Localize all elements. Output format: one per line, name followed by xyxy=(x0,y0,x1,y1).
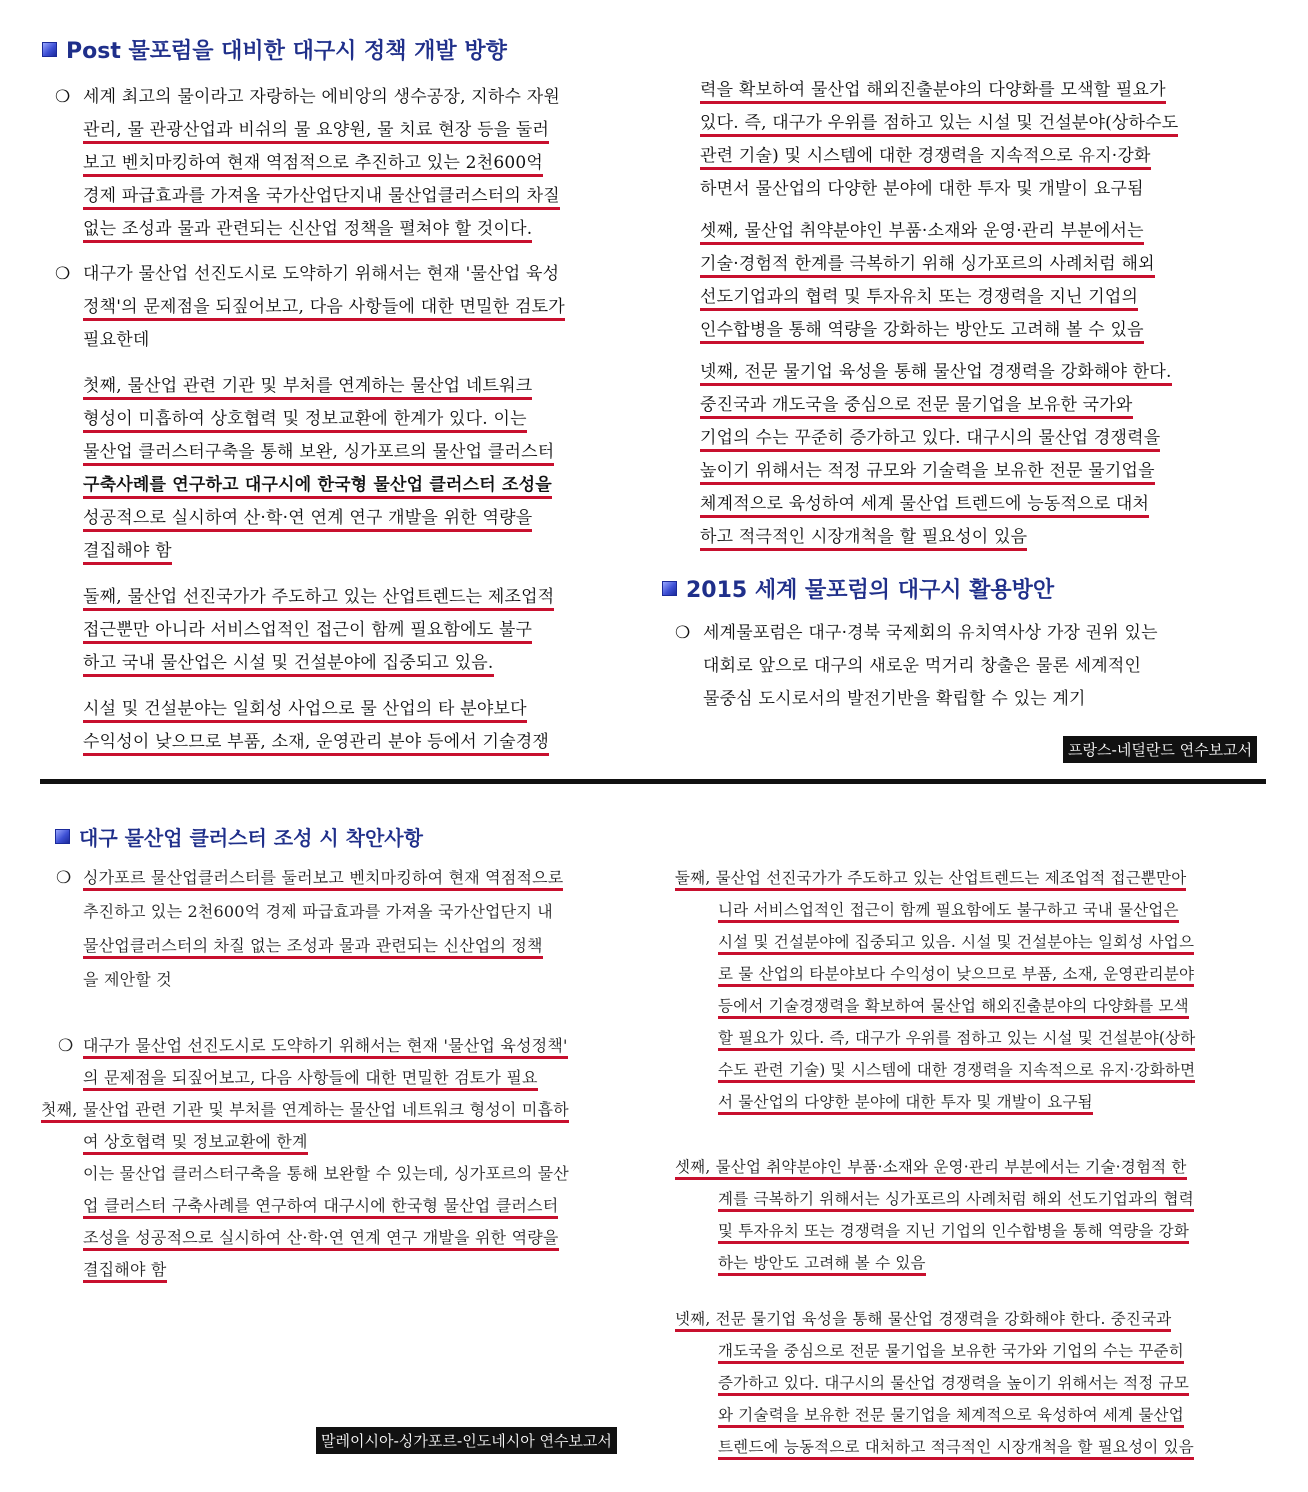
text-line: 조성을 성공적으로 실시하여 산·학·연 연계 연구 개발을 위한 역량을 xyxy=(83,1222,559,1254)
text-line: 와 기술력을 보유한 전문 물기업을 체계적으로 육성하여 세계 물산업 xyxy=(718,1399,1184,1431)
heading-text: 대구 물산업 클러스터 조성 시 착안사항 xyxy=(79,826,423,850)
report-label-france-netherlands: 프랑스-네덜란드 연수보고서 xyxy=(1063,736,1257,763)
text-line: 기업의 수는 꾸준히 증가하고 있다. 대구시의 물산업 경쟁력을 xyxy=(700,422,1160,454)
text-line: 하면서 물산업의 다양한 분야에 대한 투자 및 개발이 요구됨 xyxy=(700,179,1144,199)
section-heading-forum-usage xyxy=(662,573,1054,604)
text-line: ❍ 싱가포르 물산업클러스터를 둘러보고 벤치마킹하여 현재 역점적으로 xyxy=(83,862,563,894)
circle-bullet-icon: ❍ xyxy=(56,868,72,888)
text-line: 추진하고 있는 2천600억 경제 파급효과를 가져올 국가산업단지 내 xyxy=(83,902,553,921)
text-line: 을 제안할 것 xyxy=(83,970,172,989)
text-line: 결집해야 함 xyxy=(83,1254,167,1286)
text-line: 중진국과 개도국을 중심으로 전문 물기업을 보유한 국가와 xyxy=(700,389,1133,421)
text-line: 물산업 클러스터구축을 통해 보완, 싱가포르의 물산업 클러스터 xyxy=(83,436,554,468)
section-heading-cluster xyxy=(55,822,423,851)
text-line: 로 물 산업의 타분야보다 수익성이 낮으므로 부품, 소재, 운영관리분야 xyxy=(718,958,1194,990)
text-line: 증가하고 있다. 대구시의 물산업 경쟁력을 높이기 위해서는 적정 규모 xyxy=(718,1367,1189,1399)
text-line: 선도기업과의 협력 및 투자유치 또는 경쟁력을 지닌 기업의 xyxy=(700,281,1138,313)
circle-bullet-icon: ❍ xyxy=(55,87,71,107)
text-line: 시설 및 건설분야는 일회성 사업으로 물 산업의 타 분야보다 xyxy=(83,693,527,725)
text-line: 둘째, 물산업 선진국가가 주도하고 있는 산업트렌드는 제조업적 xyxy=(83,581,554,613)
text-line: 트렌드에 능동적으로 대처하고 적극적인 시장개척을 할 필요성이 있음 xyxy=(718,1431,1194,1463)
text-line: 셋째, 물산업 취약분야인 부품·소재와 운영·관리 부분에서는 xyxy=(700,215,1144,247)
text-line: 대회로 앞으로 대구의 새로운 먹거리 창출은 물론 세계적인 xyxy=(703,656,1142,676)
text-line: 경제 파급효과를 가져올 국가산업단지내 물산업클러스터의 차질 xyxy=(83,180,560,212)
text-line: 서 물산업의 다양한 분야에 대한 투자 및 개발이 요구됨 xyxy=(718,1086,1093,1118)
text-line: ❍ 세계물포럼은 대구·경북 국제회의 유치역사상 가장 권위 있는 xyxy=(703,617,1158,649)
text-line: 의 문제점을 되짚어보고, 다음 사항들에 대한 면밀한 검토가 필요 xyxy=(83,1062,538,1094)
text-line: 하고 적극적인 시장개척을 할 필요성이 있음 xyxy=(700,521,1027,553)
text-line: 정책'의 문제점을 되짚어보고, 다음 사항들에 대한 면밀한 검토가 xyxy=(83,291,565,323)
text-line: 구축사례를 연구하고 대구시에 한국형 물산업 클러스터 조성을 xyxy=(83,469,552,501)
text-line: 첫째, 물산업 관련 기관 및 부처를 연계하는 물산업 네트워크 xyxy=(83,370,532,402)
text-line: 할 필요가 있다. 즉, 대구가 우위를 점하고 있는 시설 및 건설분야(상하 xyxy=(718,1022,1195,1054)
text-line: 넷째, 전문 물기업 육성을 통해 물산업 경쟁력을 강화해야 한다. xyxy=(700,356,1172,388)
text-line: 이는 물산업 클러스터구축을 통해 보완할 수 있는데, 싱가포르의 물산 xyxy=(83,1164,569,1183)
text-line: 체계적으로 육성하여 세계 물산업 트렌드에 능동적으로 대처 xyxy=(700,488,1149,520)
text-line: 인수합병을 통해 역량을 강화하는 방안도 고려해 볼 수 있음 xyxy=(700,314,1144,346)
report-label-malaysia-singapore-indonesia: 말레이시아-싱가포르-인도네시아 연수보고서 xyxy=(316,1427,617,1454)
text-line: 하는 방안도 고려해 볼 수 있음 xyxy=(718,1247,926,1279)
circle-bullet-icon: ❍ xyxy=(55,264,71,284)
text-line: 시설 및 건설분야에 집중되고 있음. 시설 및 건설분야는 일회성 사업으 xyxy=(718,926,1194,958)
text-line: 없는 조성과 물과 관련되는 신산업 정책을 펼쳐야 할 것이다. xyxy=(83,213,532,245)
text-line: 여 상호협력 및 정보교환에 한계 xyxy=(83,1126,308,1158)
bullet-square-icon xyxy=(55,829,70,844)
circle-bullet-icon: ❍ xyxy=(675,623,691,643)
text-line: 니라 서비스업적인 접근이 함께 필요함에도 불구하고 국내 물산업은 xyxy=(718,894,1179,926)
text-line: 있다. 즉, 대구가 우위를 점하고 있는 시설 및 건설분야(상하수도 xyxy=(700,107,1178,139)
text-line: 등에서 기술경쟁력을 확보하여 물산업 해외진출분야의 다양화를 모색 xyxy=(718,990,1189,1022)
text-line: 넷째, 전문 물기업 육성을 통해 물산업 경쟁력을 강화해야 한다. 중진국과 xyxy=(675,1303,1171,1335)
text-line: 형성이 미흡하여 상호협력 및 정보교환에 한계가 있다. 이는 xyxy=(83,403,527,435)
text-line: 계를 극복하기 위해서는 싱가포르의 사례처럼 해외 선도기업과의 협력 xyxy=(718,1183,1194,1215)
heading-text: Post 물포럼을 대비한 대구시 정책 개발 방향 xyxy=(66,39,507,64)
text-line: 첫째, 물산업 관련 기관 및 부처를 연계하는 물산업 네트워크 형성이 미흡하 xyxy=(41,1094,569,1126)
text-line: 둘째, 물산업 선진국가가 주도하고 있는 산업트렌드는 제조업적 접근뿐만아 xyxy=(675,862,1186,894)
text-line: 물산업클러스터의 차질 없는 조성과 물과 관련되는 신산업의 정책 xyxy=(83,930,543,962)
circle-bullet-icon: ❍ xyxy=(58,1036,74,1056)
text-line: 접근뿐만 아니라 서비스업적인 접근이 함께 필요함에도 불구 xyxy=(83,614,532,646)
text-line: 하고 국내 물산업은 시설 및 건설분야에 집중되고 있음. xyxy=(83,647,494,679)
bullet-square-icon xyxy=(662,581,677,596)
text-line: 보고 벤치마킹하여 현재 역점적으로 추진하고 있는 2천600억 xyxy=(83,147,543,179)
text-line: 수도 관련 기술) 및 시스템에 대한 경쟁력을 지속적으로 유지·강화하면 xyxy=(718,1054,1195,1086)
text-line: 기술·경험적 한계를 극복하기 위해 싱가포르의 사례처럼 해외 xyxy=(700,248,1155,280)
heading-text: 2015 세계 물포럼의 대구시 활용방안 xyxy=(686,578,1055,603)
text-line: 및 투자유치 또는 경쟁력을 지닌 기업의 인수합병을 통해 역량을 강화 xyxy=(718,1215,1189,1247)
text-line: 관리, 물 관광산업과 비쉬의 물 요양원, 물 치료 현장 등을 둘러 xyxy=(83,114,549,146)
section-heading-post-forum xyxy=(42,34,507,65)
text-line: ❍ 세계 최고의 물이라고 자랑하는 에비앙의 생수공장, 지하수 자원 xyxy=(83,81,560,113)
text-line: 성공적으로 실시하여 산·학·연 연계 연구 개발을 위한 역량을 xyxy=(83,502,532,534)
bullet-square-icon xyxy=(42,42,57,57)
text-line: 수익성이 낮으므로 부품, 소재, 운영관리 분야 등에서 기술경쟁 xyxy=(83,726,549,758)
text-line: 필요한데 xyxy=(83,330,150,350)
text-line: 관련 기술) 및 시스템에 대한 경쟁력을 지속적으로 유지·강화 xyxy=(700,140,1151,172)
text-line: 개도국을 중심으로 전문 물기업을 보유한 국가와 기업의 수는 꾸준히 xyxy=(718,1335,1184,1367)
text-line: 결집해야 함 xyxy=(83,535,172,567)
text-line: 물중심 도시로서의 발전기반을 확립할 수 있는 계기 xyxy=(703,689,1086,709)
text-line: 력을 확보하여 물산업 해외진출분야의 다양화를 모색할 필요가 xyxy=(700,74,1166,106)
section-divider xyxy=(40,779,1266,784)
text-line: ❍ 대구가 물산업 선진도시로 도약하기 위해서는 현재 '물산업 육성정책' xyxy=(83,1030,568,1062)
text-line: 셋째, 물산업 취약분야인 부품·소재와 운영·관리 부분에서는 기술·경험적 한 xyxy=(675,1151,1187,1183)
text-line: 높이기 위해서는 적정 규모와 기술력을 보유한 전문 물기업을 xyxy=(700,455,1155,487)
text-line: 업 클러스터 구축사례를 연구하여 대구시에 한국형 물산업 클러스터 xyxy=(83,1190,558,1222)
text-line: ❍ 대구가 물산업 선진도시로 도약하기 위해서는 현재 '물산업 육성 xyxy=(83,258,559,290)
